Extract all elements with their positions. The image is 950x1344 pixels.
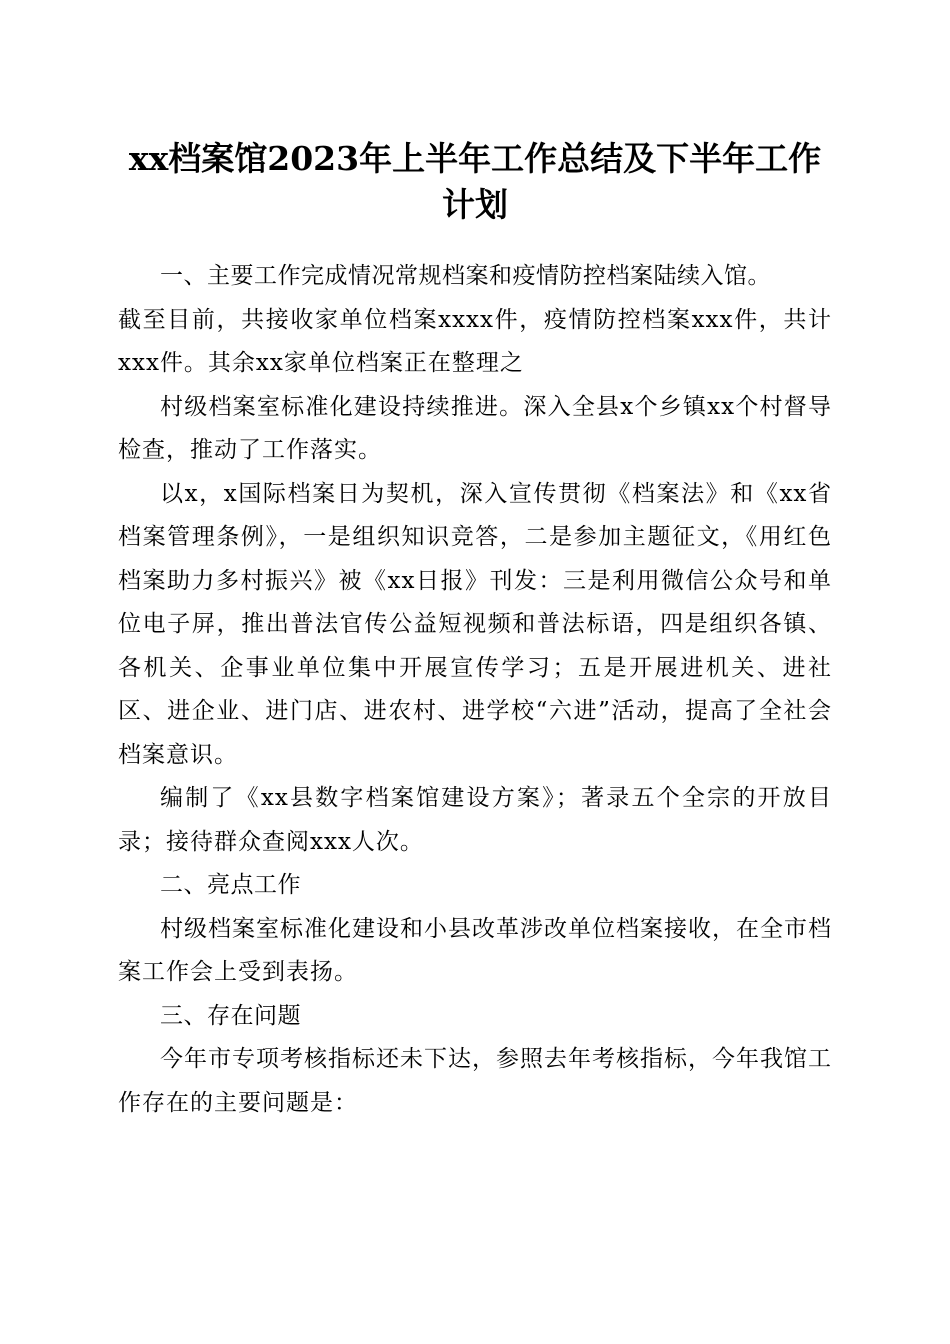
paragraph-highlights: 村级档案室标准化建设和小县改革涉改单位档案接收，在全市档案工作会上受到表扬。 <box>118 915 832 985</box>
paragraph-digital-archives: 编制了《xx县数字档案馆建设方案》；著录五个全宗的开放目录；接待群众查阅xxx人次。 <box>118 785 832 855</box>
section-heading-problems: 三、存在问题 <box>160 1002 301 1029</box>
paragraph-archives-day: 以x，x国际档案日为契机，深入宣传贯彻《档案法》和《xx省档案管理条例》，一是组织知识竞答，二是参加主题征文，《用红色档案助力多村振兴》被《xx日报》刊发：三是利用微信公众号和单位电子屏，推出普法官传公益短视频和普法标语，四是组织各镇、各机关、企事业单位集中开展宣传学习；五是开展进机关、进社区、进企业、进门店、进农村、进学校“六进”活动，提高了全社会档案意识。 <box>118 480 832 768</box>
paragraph-village-archives: 村级档案室标准化建设持续推进。深入全县x个乡镇xx个村督导检查，推动了工作落实。 <box>118 393 832 463</box>
document-title: xx档案馆2023年上半年工作总结及下半年工作计划 <box>128 139 822 224</box>
section-heading-highlights: 二、亮点工作 <box>160 872 301 898</box>
paragraph-problems: 今年市专项考核指标还未下达，参照去年考核指标，今年我馆工作存在的主要问题是： <box>118 1046 832 1116</box>
section-heading-main-work <box>118 255 832 299</box>
document-body <box>118 255 832 1125</box>
paragraph-archive-receipt: 截至目前，共接收家单位档案xxxx件，疫情防控档案xxx件，共计xxx件。其余xx家单位档案正在整理之 <box>118 306 832 376</box>
heading-1-text: 一、主要工作完成情况常规档案和疫情防控档案陆续入馆。 <box>160 263 771 289</box>
